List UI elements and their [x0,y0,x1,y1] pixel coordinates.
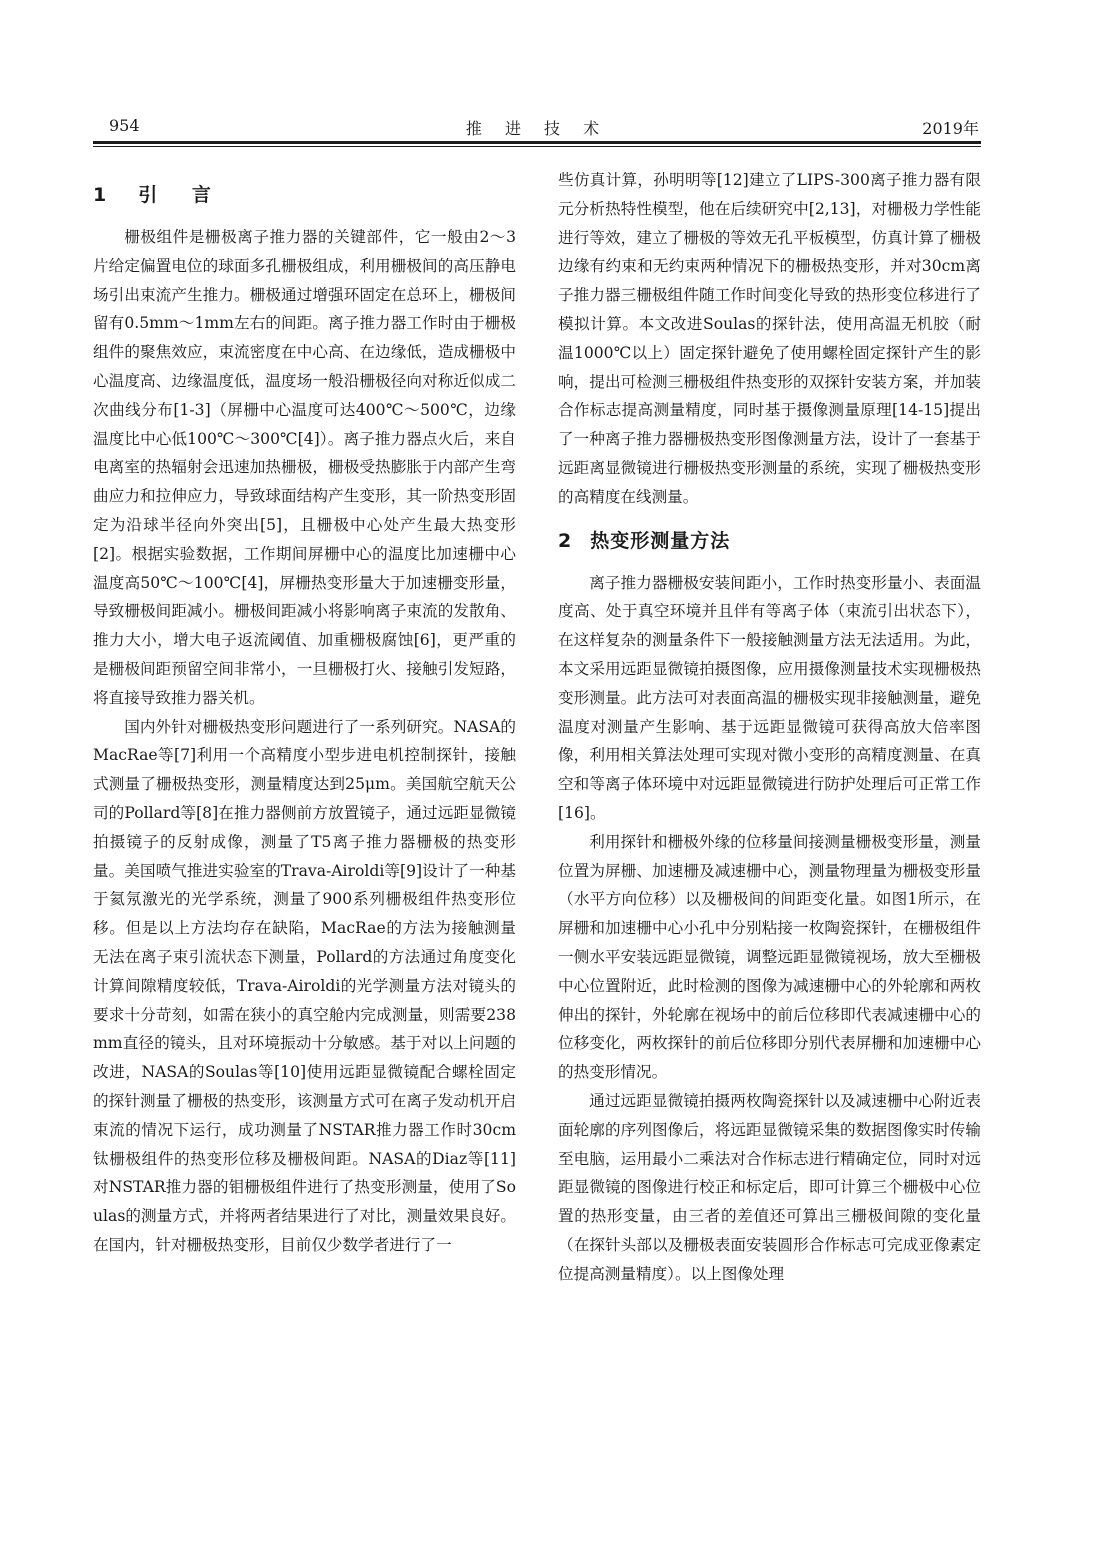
method-paragraph-1: 离子推力器栅极安装间距小，工作时热变形量小、表面温度高、处于真空环境并且伴有等离子体（束流引出状态下），在这样复杂的测量条件下一般接触测量方法无法适用。为此，本文采用远距显微镜拍摄图像，应用摄像测量技术实现栅极热变形测量。此方法可对表面高温的栅极实现非接触测量，避免温度对测量产生影响、基于远距显微镜可获得高放大倍率图像，利用相关算法处理可实现对微小变形的高精度测量、在真空和等离子体环境中对远距显微镜进行防护处理后可正常工作[16]。 [558,573,981,822]
journal-name: 推 进 技 术 [465,119,609,138]
left-column [93,166,516,1260]
section-heading-method [558,524,981,558]
section-title: 热变形测量方法 [590,529,731,552]
running-header [93,116,981,140]
section-number: 1 [93,184,121,206]
header-rule-thick [93,141,981,144]
method-paragraph-2: 利用探针和栅极外缘的位移量间接测量栅极变形量，测量位置为屏栅、加速栅及减速栅中心，测量物理量为栅极变形量（水平方向位移）以及栅极间的间距变化量。如图1所示，在屏栅和加速栅中心小孔中分别粘接一枚陶瓷探针，在栅极组件一侧水平安装远距显微镜，调整远距显微镜视场，放大至栅极中心位置附近，此时检测的图像为减速栅中心的外轮廓和两枚伸出的探针，外轮廓在视场中的前后位移即代表减速栅中心的位移变化，两枚探针的前后位移即分别代表屏栅和加速栅中心的热变形情况。 [558,832,981,1082]
intro-paragraph-continued: 些仿真计算，孙明明等[12]建立了LIPS-300离子推力器有限元分析热特性模型，他在后续研究中[2,13]，对栅极力学性能进行等效，建立了栅极的等效无孔平板模型，仿真计算了栅极边缘有约束和无约束两种情况下的栅极热变形，并对30cm离子推力器三栅极组件随工作时间变化导致的热形变位移进行了模拟计算。本文改进Soulas的探针法，使用高温无机胶（耐温1000℃以上）固定探针避免了使用螺栓固定探针产生的影响，提出可检测三栅极组件热变形的双探针安装方案，并加装合作标志提高测量精度，同时基于摄像测量原理[14-15]提出了一种离子推力器栅极热变形图像测量方法，设计了一套基于远距离显微镜进行栅极热变形测量的系统，实现了栅极热变形的高精度在线测量。 [558,171,981,506]
section-number: 2 [558,529,573,552]
section-heading-introduction [93,178,516,212]
header-rule-thin [93,146,981,147]
page-number: 954 [109,116,140,135]
right-column [558,166,981,1288]
section-title: 引 言 [138,184,225,206]
method-paragraph-3: 通过远距显微镜拍摄两枚陶瓷探针以及减速栅中心附近表面轮廓的序列图像后，将远距显微镜采集的数据图像实时传输至电脑，运用最小二乘法对合作标志进行精确定位，同时对远距显微镜的图像进行校正和标定后，即可计算三个栅极中心位置的热形变量，由三者的差值还可算出三栅极间隙的变化量（在探针头部以及栅极表面安装圆形合作标志可完成亚像素定位提高测量精度）。以上图像处理 [558,1091,981,1283]
intro-paragraph-2: 国内外针对栅极热变形问题进行了一系列研究。NASA的MacRae等[7]利用一个高精度小型步进电机控制探针，接触式测量了栅极热变形，测量精度达到25μm。美国航空航天公司的Pollard等[8]在推力器侧前方放置镜子，通过远距显微镜拍摄镜子的反射成像，测量了T5离子推力器栅极的热变形量。美国喷气推进实验室的Trava-Airoldi等[9]设计了一种基于氦氖激光的光学系统，测量了900系列栅极组件热变形位移。但是以上方法均存在缺陷，MacRae的方法为接触测量无法在离子束引流状态下测量，Pollard的方法通过角度变化计算间隙精度较低，Trava-Airoldi的光学测量方法对镜头的要求十分苛刻，如需在狭小的真空舱内完成测量，则需要238mm直径的镜头，且对环境振动十分敏感。基于对以上问题的改进，NASA的Soulas等[10]使用远距显微镜配合螺栓固定的探针测量了栅极的热变形，该测量方式可在离子发动机开启束流的情况下运行，成功测量了NSTAR推力器工作时30cm钛栅极组件的热变形位移及栅极间距。NASA的Diaz等[11]对NSTAR推力器的钼栅极组件进行了热变形测量，使用了Soulas的测量方式，并将两者结果进行了对比，测量效果良好。在国内，针对栅极热变形，目前仅少数学者进行了一 [93,717,516,1254]
issue-year: 2019年 [922,119,979,138]
intro-paragraph-1: 栅极组件是栅极离子推力器的关键部件，它一般由2～3片给定偏置电位的球面多孔栅极组成，利用栅极间的高压静电场引出束流产生推力。栅极通过增强环固定在总环上，栅极间留有0.5mm～1mm左右的间距。离子推力器工作时由于栅极组件的聚焦效应，束流密度在中心高、在边缘低，造成栅极中心温度高、边缘温度低，温度场一般沿栅极径向对称近似成二次曲线分布[1-3]（屏栅中心温度可达400℃～500℃，边缘温度比中心低100℃～300℃[4]）。离子推力器点火后，来自电离室的热辐射会迅速加热栅极，栅极受热膨胀于内部产生弯曲应力和拉伸应力，导致球面结构产生变形，其一阶热变形固定为沿球半径向外突出[5]，且栅极中心处产生最大热变形[2]。根据实验数据，工作期间屏栅中心的温度比加速栅中心温度高50℃～100℃[4]，屏栅热变形量大于加速栅变形量，导致栅极间距减小。栅极间距减小将影响离子束流的发散角、推力大小，增大电子返流阈值、加重栅极腐蚀[6]，更严重的是栅极间距预留空间非常小，一旦栅极打火、接触引发短路，将直接导致推力器关机。 [93,228,516,707]
